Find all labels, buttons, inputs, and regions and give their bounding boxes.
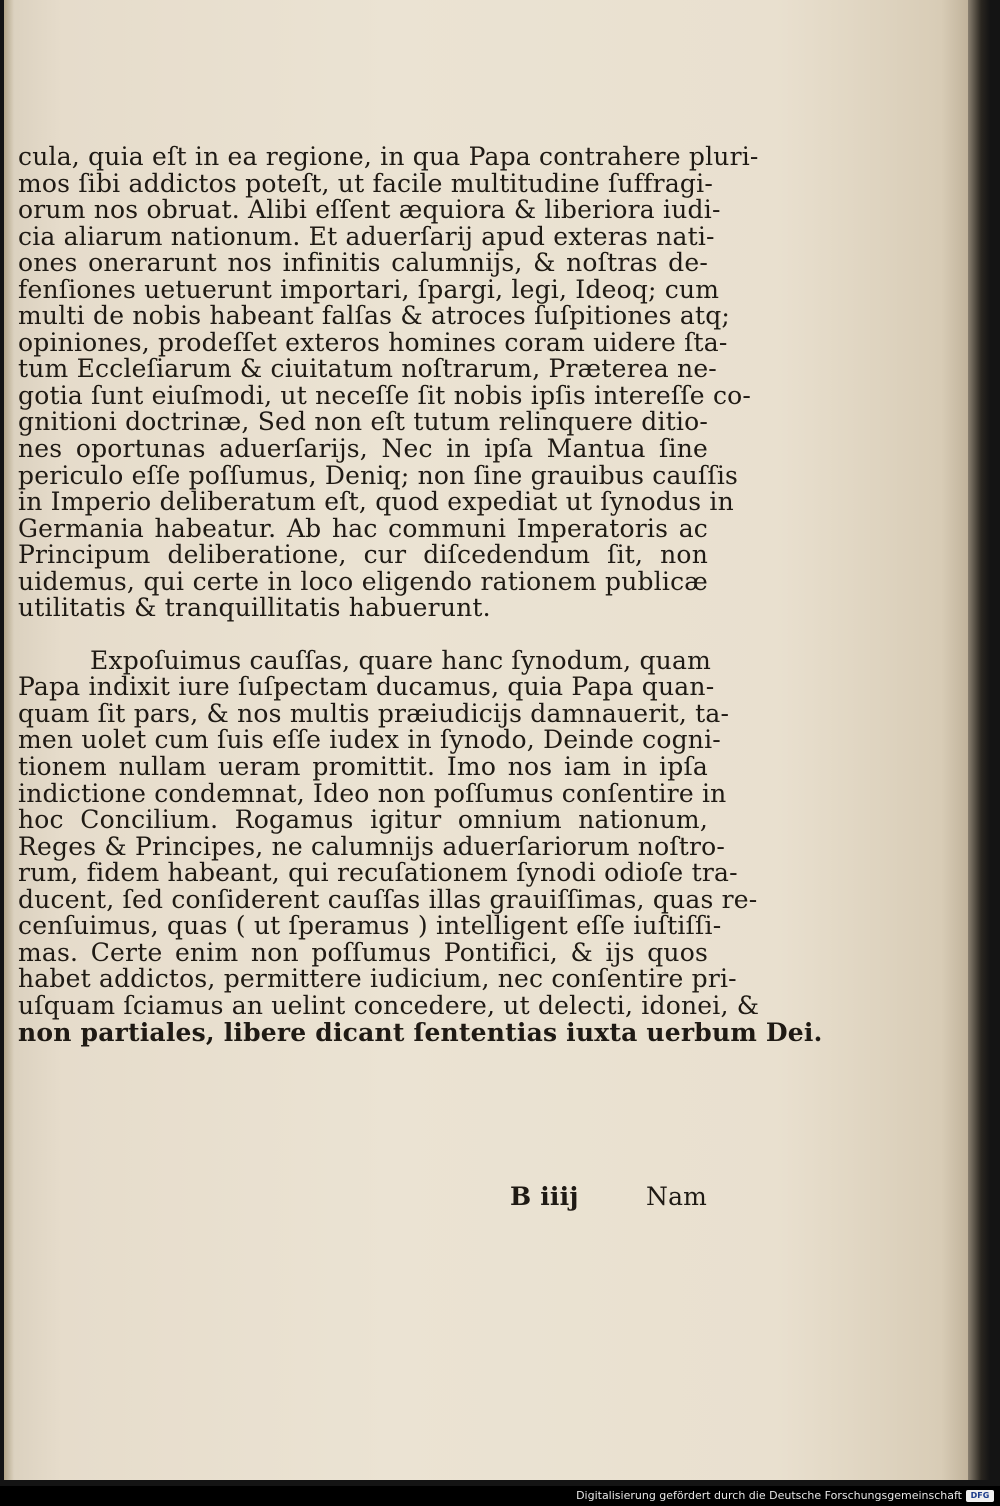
text-line: habet addictos, permittere iudicium, nec conſentire pri- xyxy=(18,964,737,994)
funding-credit: Digitalisierung gefördert durch die Deutsche Forschungsgemeinschaft xyxy=(576,1489,962,1502)
text-line: mas. Certe enim non poſſumus Pontifici, & ijs quos xyxy=(18,937,708,967)
paragraph-1 xyxy=(18,142,759,623)
text-line: fenſiones uetuerunt importari, ſpargi, legi, Ideoq; cum xyxy=(18,274,720,304)
book-page xyxy=(4,0,970,1480)
text-line: Principum deliberatione, cur diſcedendum ſit, non xyxy=(18,540,708,570)
text-line: indictione condemnat, Ideo non poſſumus conſentire in xyxy=(18,778,727,808)
text-line: periculo eſſe poſſumus, Deniq; non ſine grauibus cauſſis xyxy=(18,460,739,490)
text-line: gotia ſunt eiuſmodi, ut neceſſe ſit nobis ipſis intereſſe co- xyxy=(18,380,752,410)
text-line: ducent, ſed conſiderent cauſſas illas grauiſſimas, quas re- xyxy=(18,884,758,914)
text-line: mos ſibi addictos poteſt, ut facile multitudine ſuffragi- xyxy=(18,168,713,198)
text-line: quam ſit pars, & nos multis præiudicijs damnauerit, ta- xyxy=(18,698,730,728)
text-line: non partiales, libere dicant ſententias iuxta uerbum Dei. xyxy=(18,1017,823,1047)
text-line: in Imperio deliberatum eſt, quod expediat ut ſynodus in xyxy=(18,487,734,517)
text-line: Reges & Principes, ne calumnijs aduerſariorum noſtro- xyxy=(18,831,726,861)
text-line: Papa indixit iure ſuſpectam ducamus, quia Papa quan- xyxy=(18,672,715,702)
text-line: Germania habeatur. Ab hac communi Imperatoris ac xyxy=(18,513,708,543)
page-foot-row xyxy=(18,1182,708,1216)
text-line: cia aliarum nationum. Et aduerſarij apud exteras nati- xyxy=(18,221,715,251)
text-line: hoc Concilium. Rogamus igitur omnium nationum, xyxy=(18,805,708,835)
text-line: utilitatis & tranquillitatis habuerunt. xyxy=(18,593,491,623)
digitization-footer xyxy=(0,1486,1000,1506)
text-line: multi de nobis habeant falſas & atroces ſuſpitiones atq; xyxy=(18,301,731,331)
text-line: Expoſuimus cauſſas, quare hanc ſynodum, quam xyxy=(90,645,711,675)
paragraph-gap xyxy=(18,622,708,648)
text-line: tionem nullam ueram promittit. Imo nos iam in ipſa xyxy=(18,752,708,782)
text-line: uſquam ſciamus an uelint concedere, ut delecti, idonei, & xyxy=(18,990,760,1020)
text-line: orum nos obruat. Alibi eſſent æquiora & liberiora iudi- xyxy=(18,195,721,225)
text-line: rum, fidem habeant, qui recuſationem ſynodi odioſe tra- xyxy=(18,858,738,888)
page-edge-shadow xyxy=(968,0,990,1480)
dfg-logo: DFG xyxy=(966,1490,994,1502)
paragraph-2 xyxy=(18,645,823,1047)
text-line: uidemus, qui certe in loco eligendo rationem publicæ xyxy=(18,566,708,596)
text-line: cula, quia eſt in ea regione, in qua Papa contrahere pluri- xyxy=(18,142,759,171)
text-line: tum Eccleſiarum & ciuitatum noſtrarum, Præterea ne- xyxy=(18,354,717,384)
text-line: men uolet cum ſuis eſſe iudex in ſynodo, Deinde cogni- xyxy=(18,725,721,755)
text-line: gnitioni doctrinæ, Sed non eſt tutum relinquere ditio- xyxy=(18,407,708,437)
text-line: cenſuimus, quas ( ut ſperamus ) intelligent eſſe iuſtiſſi- xyxy=(18,911,722,941)
text-block xyxy=(18,142,823,1047)
text-line: opiniones, prodeſſet exteros homines coram uidere ſta- xyxy=(18,327,728,357)
text-line: ones onerarunt nos infinitis calumnijs, & noſtras de- xyxy=(18,248,708,278)
text-line: nes oportunas aduerſarijs, Nec in ipſa Mantua ſine xyxy=(18,434,708,464)
signature-mark: B iiij xyxy=(510,1182,579,1211)
catchword: Nam xyxy=(646,1182,708,1211)
